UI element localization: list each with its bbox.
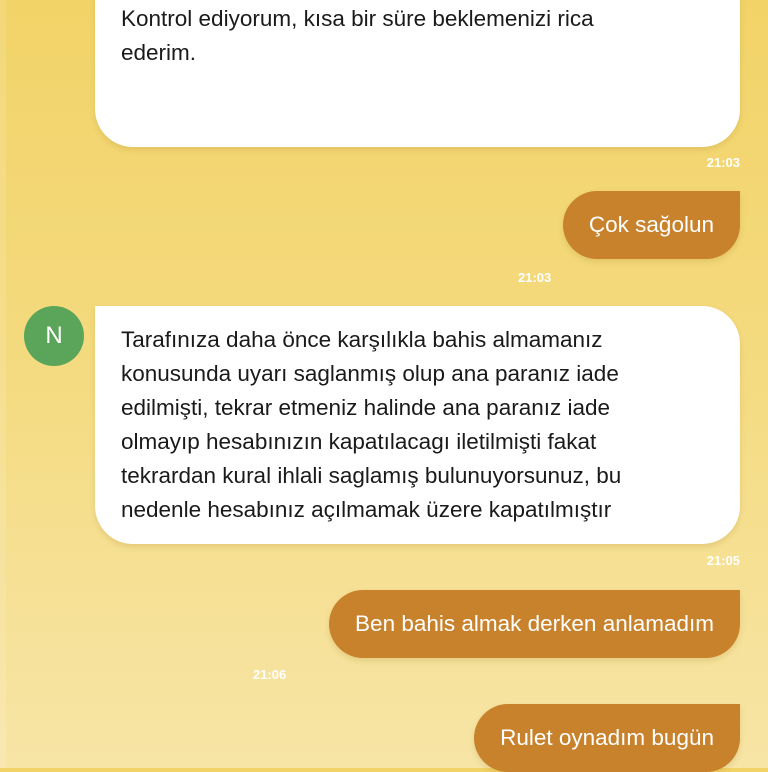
message-line: ederim. xyxy=(121,40,197,65)
message-line: konusunda uyarı saglanmış olup ana paranız iade xyxy=(121,361,619,386)
user-message: Rulet oynadım bugün xyxy=(474,704,740,772)
message-line: Tarafınıza daha önce karşılıkla bahis almamanız xyxy=(121,327,603,352)
message-line: nedenle hesabınız açılmamak üzere kapatılmıştır xyxy=(121,497,612,522)
message-time: 21:03 xyxy=(518,270,552,285)
user-message: Çok sağolun xyxy=(563,191,740,259)
message-line: edilmişti, tekrar etmeniz halinde ana paranız iade xyxy=(121,395,611,420)
message-time: 21:05 xyxy=(706,553,740,568)
agent-message xyxy=(95,0,740,147)
message-line: Kontrol ediyorum, kısa bir süre beklemenizi rica xyxy=(121,6,594,31)
agent-message xyxy=(95,306,740,544)
left-edge xyxy=(0,0,6,768)
message-line: olmayıp hesabınızın kapatılacagı iletilmişti fakat xyxy=(121,429,597,454)
agent-avatar: N xyxy=(24,306,84,366)
message-time: 21:06 xyxy=(253,667,287,682)
message-time: 21:03 xyxy=(706,155,740,170)
user-message: Ben bahis almak derken anlamadım xyxy=(329,590,740,658)
message-line: tekrardan kural ihlali saglamış bulunuyorsunuz, bu xyxy=(121,463,622,488)
